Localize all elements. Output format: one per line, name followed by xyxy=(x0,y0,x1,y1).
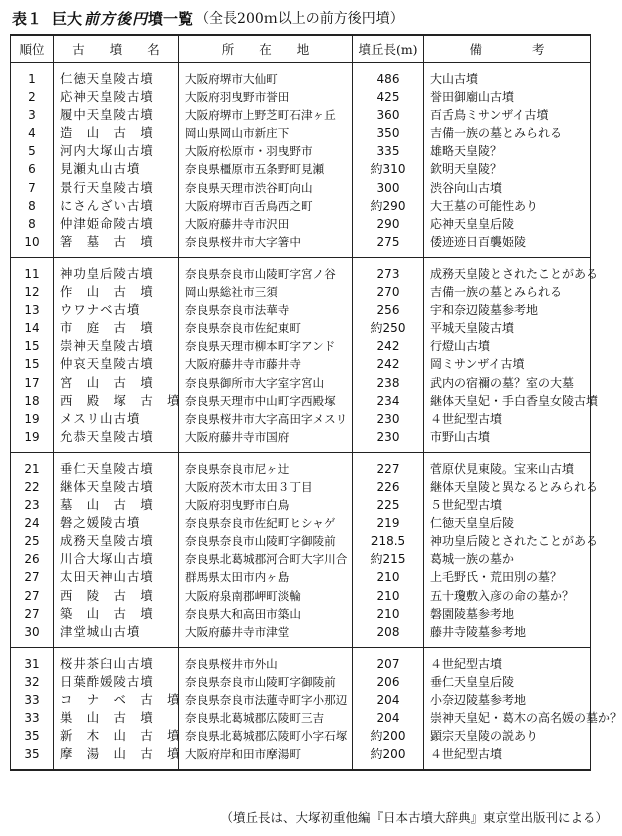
header-name: 古 墳 名 xyxy=(54,35,179,63)
table-row xyxy=(11,727,591,745)
location-cell: 大阪府松原市・羽曳野市 xyxy=(179,142,353,160)
rank-cell: 1 xyxy=(11,63,54,89)
length-cell: 約250 xyxy=(353,319,424,337)
rank-cell: 35 xyxy=(11,745,54,770)
rank-cell: 11 xyxy=(11,257,54,283)
length-cell: 218.5 xyxy=(353,532,424,550)
note-cell: 仁徳天皇皇后陵 xyxy=(424,514,591,532)
table-row xyxy=(11,568,591,586)
location-cell: 大阪府藤井寺市沢田 xyxy=(179,215,353,233)
rank-cell: 33 xyxy=(11,709,54,727)
table-row xyxy=(11,673,591,691)
rank-cell: 4 xyxy=(11,124,54,142)
name-cell: 市 庭 古 墳 xyxy=(54,319,179,337)
name-cell: 太田天神山古墳 xyxy=(54,568,179,586)
table-row xyxy=(11,532,591,550)
note-cell: 上毛野氏・荒田別の墓？ xyxy=(424,568,591,586)
table-row xyxy=(11,623,591,648)
table-row xyxy=(11,452,591,478)
length-cell: 約215 xyxy=(353,550,424,568)
name-cell: 川合大塚山古墳 xyxy=(54,550,179,568)
note-cell: 雄略天皇陵？ xyxy=(424,142,591,160)
note-cell: 百舌鳥ミサンザイ古墳 xyxy=(424,106,591,124)
title-main: 巨大 xyxy=(52,9,83,28)
rank-cell: 19 xyxy=(11,428,54,453)
location-cell: 奈良県北葛城郡広陵町小字石塚 xyxy=(179,727,353,745)
table-row xyxy=(11,233,591,258)
name-cell: 造 山 古 墳 xyxy=(54,124,179,142)
table-row xyxy=(11,410,591,428)
location-cell: 岡山県岡山市新庄下 xyxy=(179,124,353,142)
length-cell: 256 xyxy=(353,301,424,319)
note-cell: 継体天皇陵と異なるとみられる xyxy=(424,478,591,496)
name-cell: 応神天皇陵古墳 xyxy=(54,88,179,106)
table-row xyxy=(11,428,591,453)
table-row xyxy=(11,106,591,124)
rank-cell: 33 xyxy=(11,691,54,709)
note-cell: 宇和奈辺陵墓参考地 xyxy=(424,301,591,319)
length-cell: 335 xyxy=(353,142,424,160)
note-cell: 誉田御廟山古墳 xyxy=(424,88,591,106)
name-cell: 墓 山 古 墳 xyxy=(54,496,179,514)
location-cell: 大阪府茨木市太田３丁目 xyxy=(179,478,353,496)
location-cell: 奈良県天理市中山町字西殿塚 xyxy=(179,392,353,410)
table-row xyxy=(11,88,591,106)
note-cell: 葛城一族の墓か xyxy=(424,550,591,568)
name-cell: 允恭天皇陵古墳 xyxy=(54,428,179,453)
length-cell: 219 xyxy=(353,514,424,532)
table-row xyxy=(11,319,591,337)
location-cell: 奈良県奈良市法華寺 xyxy=(179,301,353,319)
length-cell: 242 xyxy=(353,337,424,355)
rank-cell: 8 xyxy=(11,215,54,233)
table-title xyxy=(12,4,404,32)
rank-cell: 25 xyxy=(11,532,54,550)
rank-cell: 26 xyxy=(11,550,54,568)
name-cell: 築 山 古 墳 xyxy=(54,605,179,623)
location-cell: 奈良県奈良市法蓮寺町字小那辺 xyxy=(179,691,353,709)
rank-cell: 15 xyxy=(11,355,54,373)
length-cell: 234 xyxy=(353,392,424,410)
length-cell: 230 xyxy=(353,428,424,453)
rank-cell: 10 xyxy=(11,233,54,258)
table-row xyxy=(11,160,591,178)
header-length: 墳丘長(m) xyxy=(353,35,424,63)
name-cell: 仲哀天皇陵古墳 xyxy=(54,355,179,373)
name-cell: 崇神天皇陵古墳 xyxy=(54,337,179,355)
rank-cell: 13 xyxy=(11,301,54,319)
location-cell: 奈良県奈良市山陵町字御陵前 xyxy=(179,532,353,550)
rank-cell: 24 xyxy=(11,514,54,532)
name-cell: 履中天皇陵古墳 xyxy=(54,106,179,124)
note-cell: 成務天皇陵とされたことがある xyxy=(424,257,591,283)
length-cell: 242 xyxy=(353,355,424,373)
name-cell: 桜井茶臼山古墳 xyxy=(54,647,179,673)
rank-cell: 12 xyxy=(11,283,54,301)
location-cell: 群馬県太田市内ヶ島 xyxy=(179,568,353,586)
table-row xyxy=(11,647,591,673)
rank-cell: 27 xyxy=(11,605,54,623)
table-group xyxy=(11,452,599,647)
name-cell: 神功皇后陵古墳 xyxy=(54,257,179,283)
length-cell: 約310 xyxy=(353,160,424,178)
name-cell: 作 山 古 墳 xyxy=(54,283,179,301)
note-cell: 吉備一族の墓とみられる xyxy=(424,283,591,301)
location-cell: 奈良県桜井市外山 xyxy=(179,647,353,673)
location-cell: 奈良県奈良市佐紀東町 xyxy=(179,319,353,337)
note-cell: 平城天皇陵古墳 xyxy=(424,319,591,337)
note-cell: 大山古墳 xyxy=(424,63,591,89)
name-cell: 見瀬丸山古墳 xyxy=(54,160,179,178)
table-row xyxy=(11,550,591,568)
rank-cell: 22 xyxy=(11,478,54,496)
table-row xyxy=(11,215,591,233)
note-cell: 継体天皇妃・手白香皇女陵古墳 xyxy=(424,392,591,410)
length-cell: 225 xyxy=(353,496,424,514)
location-cell: 大阪府羽曳野市白鳥 xyxy=(179,496,353,514)
name-cell: 巣 山 古 墳 xyxy=(54,709,179,727)
rank-cell: 2 xyxy=(11,88,54,106)
note-cell: 倭迹迹日百襲姫陵 xyxy=(424,233,591,258)
rank-cell: 32 xyxy=(11,673,54,691)
length-cell: 約200 xyxy=(353,745,424,770)
location-cell: 奈良県奈良市尼ヶ辻 xyxy=(179,452,353,478)
location-cell: 奈良県御所市大字室字宮山 xyxy=(179,374,353,392)
name-cell: 箸 墓 古 墳 xyxy=(54,233,179,258)
table-row xyxy=(11,374,591,392)
table-row xyxy=(11,392,591,410)
table-row xyxy=(11,605,591,623)
note-cell: 欽明天皇陵？ xyxy=(424,160,591,178)
name-cell: 仁徳天皇陵古墳 xyxy=(54,63,179,89)
table-row xyxy=(11,337,591,355)
name-cell: 継体天皇陵古墳 xyxy=(54,478,179,496)
table-row xyxy=(11,124,591,142)
length-cell: 約290 xyxy=(353,197,424,215)
note-cell: 磐園陵墓参考地 xyxy=(424,605,591,623)
location-cell: 奈良県桜井市大字高田字メスリ xyxy=(179,410,353,428)
note-cell: 神功皇后陵とされたことがある xyxy=(424,532,591,550)
location-cell: 奈良県橿原市五条野町見瀬 xyxy=(179,160,353,178)
title-label: 表１ xyxy=(12,9,43,28)
note-cell: 小奈辺陵墓参考地 xyxy=(424,691,591,709)
table-group xyxy=(11,647,622,770)
length-cell: 227 xyxy=(353,452,424,478)
note-cell: 吉備一族の墓とみられる xyxy=(424,124,591,142)
rank-cell: 18 xyxy=(11,392,54,410)
name-cell: 津堂城山古墳 xyxy=(54,623,179,648)
table-row xyxy=(11,63,591,89)
table-row xyxy=(11,478,591,496)
length-cell: 226 xyxy=(353,478,424,496)
table-row xyxy=(11,691,591,709)
rank-cell: 7 xyxy=(11,179,54,197)
location-cell: 大阪府泉南郡岬町淡輪 xyxy=(179,587,353,605)
kofun-table xyxy=(10,34,622,771)
length-cell: 290 xyxy=(353,215,424,233)
title-note: （全長200ｍ以上の前方後円墳） xyxy=(195,11,404,27)
table-row xyxy=(11,745,591,770)
name-cell: 西 陵 古 墳 xyxy=(54,587,179,605)
location-cell: 奈良県桜井市大字箸中 xyxy=(179,233,353,258)
location-cell: 奈良県天理市柳本町字アンド xyxy=(179,337,353,355)
header-note: 備 考 xyxy=(424,35,591,63)
note-cell: 武内の宿禰の墓？室の大墓 xyxy=(424,374,591,392)
note-cell: 市野山古墳 xyxy=(424,428,591,453)
location-cell: 奈良県大和高田市築山 xyxy=(179,605,353,623)
name-cell: 景行天皇陵古墳 xyxy=(54,179,179,197)
length-cell: 300 xyxy=(353,179,424,197)
length-cell: 425 xyxy=(353,88,424,106)
table-row xyxy=(11,283,591,301)
length-cell: 486 xyxy=(353,63,424,89)
length-cell: 208 xyxy=(353,623,424,648)
rank-cell: 30 xyxy=(11,623,54,648)
location-cell: 奈良県北葛城郡河合町大字川合 xyxy=(179,550,353,568)
rank-cell: 6 xyxy=(11,160,54,178)
rank-cell: 15 xyxy=(11,337,54,355)
location-cell: 大阪府藤井寺市津堂 xyxy=(179,623,353,648)
table-row xyxy=(11,514,591,532)
name-cell: 垂仁天皇陵古墳 xyxy=(54,452,179,478)
length-cell: 206 xyxy=(353,673,424,691)
location-cell: 奈良県奈良市佐紀町ヒシャゲ xyxy=(179,514,353,532)
note-cell: 藤井寺陵墓参考地 xyxy=(424,623,591,648)
rank-cell: 3 xyxy=(11,106,54,124)
rank-cell: 27 xyxy=(11,587,54,605)
location-cell: 大阪府羽曳野市誉田 xyxy=(179,88,353,106)
length-cell: 238 xyxy=(353,374,424,392)
table-row xyxy=(11,257,591,283)
length-cell: 270 xyxy=(353,283,424,301)
note-cell: ５世紀型古墳 xyxy=(424,496,591,514)
note-cell: 大王墓の可能性あり xyxy=(424,197,591,215)
length-cell: 350 xyxy=(353,124,424,142)
location-cell: 大阪府堺市大仙町 xyxy=(179,63,353,89)
header-location: 所 在 地 xyxy=(179,35,353,63)
location-cell: 大阪府堺市上野芝町石津ヶ丘 xyxy=(179,106,353,124)
table-group xyxy=(11,63,591,258)
location-cell: 大阪府藤井寺市藤井寺 xyxy=(179,355,353,373)
location-cell: 奈良県天理市渋谷町向山 xyxy=(179,179,353,197)
note-cell: 応神天皇皇后陵 xyxy=(424,215,591,233)
note-cell: 岡ミサンザイ古墳 xyxy=(424,355,591,373)
length-cell: 204 xyxy=(353,709,424,727)
location-cell: 奈良県奈良市山陵町字宮ノ谷 xyxy=(179,257,353,283)
table-row xyxy=(11,587,591,605)
title-main-2: 墳一覧 xyxy=(148,9,194,28)
source-footnote: （墳丘長は、大塚初重他編『日本古墳大辞典』東京堂出版刊による） xyxy=(220,810,608,825)
rank-cell: 31 xyxy=(11,647,54,673)
name-cell: メスリ山古墳 xyxy=(54,410,179,428)
length-cell: 275 xyxy=(353,233,424,258)
note-cell: 顕宗天皇陵の説あり xyxy=(424,727,591,745)
location-cell: 大阪府藤井寺市国府 xyxy=(179,428,353,453)
rank-cell: 23 xyxy=(11,496,54,514)
rank-cell: 14 xyxy=(11,319,54,337)
length-cell: 207 xyxy=(353,647,424,673)
title-brush-text: 前方後円 xyxy=(84,9,149,28)
name-cell: ウワナベ古墳 xyxy=(54,301,179,319)
note-cell: 行燈山古墳 xyxy=(424,337,591,355)
table-header xyxy=(11,35,591,63)
table-row xyxy=(11,709,591,727)
length-cell: 210 xyxy=(353,568,424,586)
name-cell: にさんざい古墳 xyxy=(54,197,179,215)
note-cell: 五十瓊敷入彦の命の墓か？ xyxy=(424,587,591,605)
length-cell: 204 xyxy=(353,691,424,709)
rank-cell: 27 xyxy=(11,568,54,586)
note-cell: ４世紀型古墳 xyxy=(424,410,591,428)
table-row xyxy=(11,142,591,160)
rank-cell: 17 xyxy=(11,374,54,392)
name-cell: 西 殿 塚 古 墳 xyxy=(54,392,179,410)
location-cell: 岡山県総社市三須 xyxy=(179,283,353,301)
rank-cell: 19 xyxy=(11,410,54,428)
name-cell: 宮 山 古 墳 xyxy=(54,374,179,392)
name-cell: 摩 湯 山 古 墳 xyxy=(54,745,179,770)
note-cell: ４世紀型古墳 xyxy=(424,647,591,673)
table-row xyxy=(11,355,591,373)
length-cell: 210 xyxy=(353,587,424,605)
note-cell: 渋谷向山古墳 xyxy=(424,179,591,197)
name-cell: コ ナ ベ 古 墳 xyxy=(54,691,179,709)
location-cell: 奈良県奈良市山陵町字御陵前 xyxy=(179,673,353,691)
rank-cell: 5 xyxy=(11,142,54,160)
rank-cell: 35 xyxy=(11,727,54,745)
note-cell: 垂仁天皇皇后陵 xyxy=(424,673,591,691)
note-cell: 崇神天皇妃・葛木の高名媛の墓か？ xyxy=(424,709,591,727)
table-row xyxy=(11,301,591,319)
length-cell: 約200 xyxy=(353,727,424,745)
table-row xyxy=(11,496,591,514)
name-cell: 日葉酢媛陵古墳 xyxy=(54,673,179,691)
location-cell: 奈良県北葛城郡広陵町三吉 xyxy=(179,709,353,727)
location-cell: 大阪府岸和田市摩湯町 xyxy=(179,745,353,770)
table-group xyxy=(11,257,599,452)
length-cell: 230 xyxy=(353,410,424,428)
length-cell: 210 xyxy=(353,605,424,623)
header-rank: 順位 xyxy=(11,35,54,63)
note-cell: 菅原伏見東陵。宝来山古墳 xyxy=(424,452,591,478)
length-cell: 273 xyxy=(353,257,424,283)
name-cell: 河内大塚山古墳 xyxy=(54,142,179,160)
rank-cell: 21 xyxy=(11,452,54,478)
table-row xyxy=(11,197,591,215)
length-cell: 360 xyxy=(353,106,424,124)
name-cell: 磐之媛陵古墳 xyxy=(54,514,179,532)
table-row xyxy=(11,179,591,197)
note-cell: ４世紀型古墳 xyxy=(424,745,591,770)
name-cell: 仲津姫命陵古墳 xyxy=(54,215,179,233)
name-cell: 新 木 山 古 墳 xyxy=(54,727,179,745)
location-cell: 大阪府堺市百舌鳥西之町 xyxy=(179,197,353,215)
name-cell: 成務天皇陵古墳 xyxy=(54,532,179,550)
rank-cell: 8 xyxy=(11,197,54,215)
